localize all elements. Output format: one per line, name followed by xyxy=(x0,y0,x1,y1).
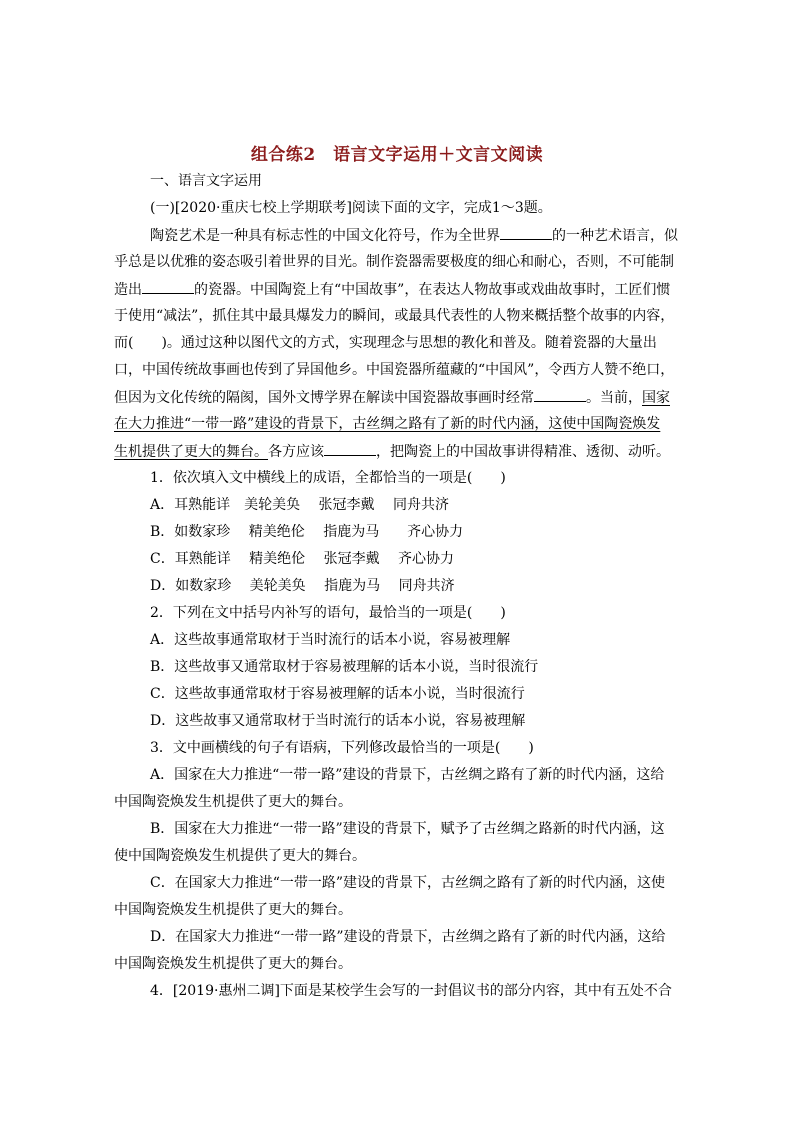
page-title: 组合练2 语言文字运用＋文言文阅读 xyxy=(250,145,544,165)
passage-text: 陶瓷艺术是一种具有标志性的中国文化符号，作为全世界 xyxy=(150,228,500,244)
answer-option-cont: 中国陶瓷焕发生机提供了更大的舞台。 xyxy=(114,902,352,918)
answer-option: D．如数家珍 美轮美奂 指鹿为马 同舟共济 xyxy=(150,578,455,594)
passage-intro: (一)[2020·重庆七校上学期联考]阅读下面的文字，完成1～3题。 xyxy=(150,200,552,216)
question-stem: 1．依次填入文中横线上的成语，全都恰当的一项是( ) xyxy=(150,470,506,486)
passage-text: 造出 xyxy=(114,282,142,298)
answer-option-cont: 中国陶瓷焕发生机提供了更大的舞台。 xyxy=(114,956,352,972)
fill-blank xyxy=(534,387,586,402)
passage-text: 各方应该 xyxy=(268,444,324,460)
answer-option: A．国家在大力推进“一带一路”建设的背景下，古丝绸之路有了新的时代内涵，这给 xyxy=(150,767,665,783)
answer-option: C．这些故事通常取材于容易被理解的话本小说，当时很流行 xyxy=(150,686,525,702)
answer-option: A．这些故事通常取材于当时流行的话本小说，容易被理解 xyxy=(150,632,511,648)
passage-text: 。当前， xyxy=(586,390,642,406)
passage-line xyxy=(150,225,678,246)
answer-option: D．这些故事又通常取材于当时流行的话本小说，容易被理解 xyxy=(150,713,526,729)
passage-line: 口，中国传统故事画也传到了异国他乡。中国瓷器所蕴藏的“中国风”，令西方人赞不绝口， xyxy=(114,362,675,378)
underlined-sentence: 生机提供了更大的舞台。 xyxy=(114,444,268,460)
fill-blank xyxy=(324,441,376,456)
passage-line: 于使用“减法”，抓住其中最具爆发力的瞬间，或最具代表性的人物来概括整个故事的内容， xyxy=(114,308,675,324)
passage-line: 而( )。通过这种以图代文的方式，实现理念与思想的教化和普及。随着瓷器的大量出 xyxy=(114,335,657,351)
underlined-sentence: 国家 xyxy=(642,390,670,406)
section-heading: 一、语言文字运用 xyxy=(150,173,262,189)
answer-option: C．耳熟能详 精美绝伦 张冠李戴 齐心协力 xyxy=(150,551,455,567)
passage-line xyxy=(114,279,670,300)
underlined-sentence: 在大力推进“一带一路”建设的背景下，古丝绸之路有了新的时代内涵，这使中国陶瓷焕发 xyxy=(114,416,661,432)
question-stem: 4．[2019·惠州二调]下面是某校学生会写的一封倡议书的部分内容，其中有五处不合 xyxy=(150,983,672,999)
answer-option: A．耳熟能详 美轮美奂 张冠李戴 同舟共济 xyxy=(150,497,450,513)
question-stem: 2．下列在文中括号内补写的语句，最恰当的一项是( ) xyxy=(150,605,506,621)
passage-line: 乎总是以优雅的姿态吸引着世界的目光。制作瓷器需要极度的细心和耐心，否则，不可能制 xyxy=(114,254,674,270)
answer-option-cont: 中国陶瓷焕发生机提供了更大的舞台。 xyxy=(114,794,352,810)
fill-blank xyxy=(500,225,552,240)
answer-option: B．国家在大力推进“一带一路”建设的背景下，赋予了古丝绸之路新的时代内涵，这 xyxy=(150,821,665,837)
passage-text: 但因为文化传统的隔阂，国外文博学界在解读中国瓷器故事画时经常 xyxy=(114,390,534,406)
passage-text: ，把陶瓷上的中国故事讲得精准、透彻、动听。 xyxy=(376,444,670,460)
question-stem: 3．文中画横线的句子有语病，下列修改最恰当的一项是( ) xyxy=(150,740,534,756)
answer-option: B．如数家珍 精美绝伦 指鹿为马 齐心协力 xyxy=(150,524,464,540)
answer-option: C．在国家大力推进“一带一路”建设的背景下，古丝绸之路有了新的时代内涵，这使 xyxy=(150,875,666,891)
answer-option-cont: 使中国陶瓷焕发生机提供了更大的舞台。 xyxy=(114,848,366,864)
passage-line xyxy=(114,441,670,462)
answer-option: B．这些故事又通常取材于容易被理解的话本小说，当时很流行 xyxy=(150,659,539,675)
answer-option: D．在国家大力推进“一带一路”建设的背景下，古丝绸之路有了新的时代内涵，这给 xyxy=(150,929,666,945)
fill-blank xyxy=(142,279,194,294)
passage-text: 的一种艺术语言，似 xyxy=(552,228,678,244)
passage-text: 的瓷器。中国陶瓷上有“中国故事”，在表达人物故事或戏曲故事时，工匠们惯 xyxy=(194,282,671,298)
passage-line xyxy=(114,387,670,408)
